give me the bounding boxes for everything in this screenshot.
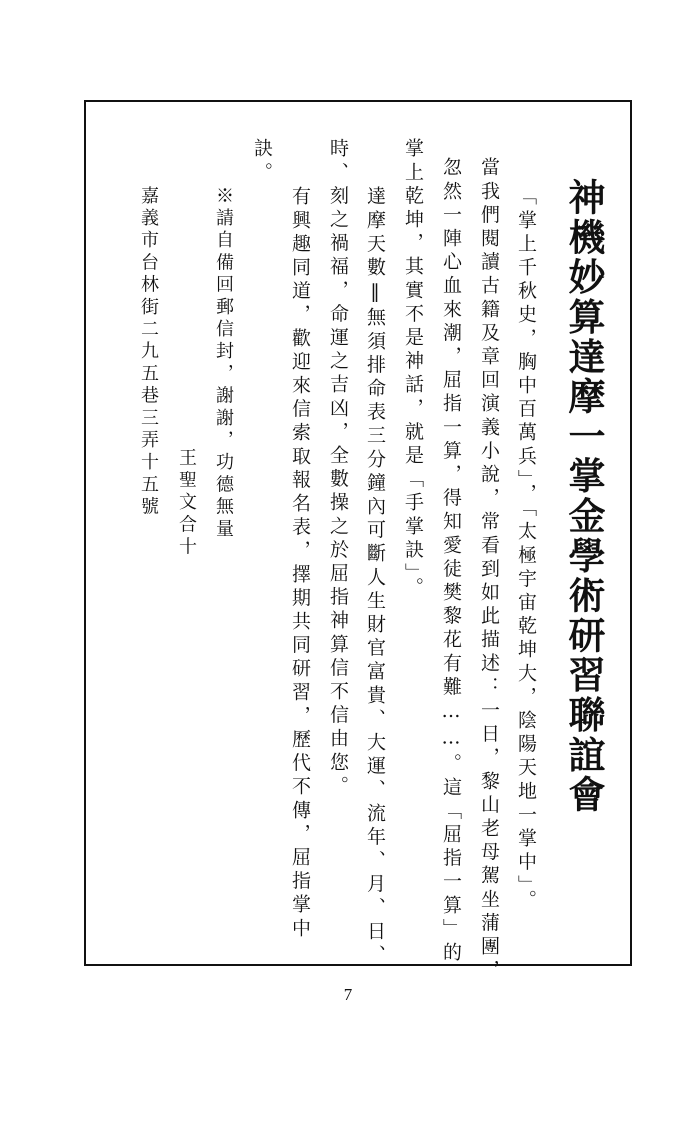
body-column-6: 時、刻之禍福，命運之吉凶，全數操之於屈指神算信不信由您。 [327, 138, 349, 799]
address: 嘉義市台林街二九五巷三弄十五號 [138, 186, 159, 519]
note-text: ※請自備回郵信封，謝謝，功德無量 [213, 186, 234, 542]
body-column-2: 當我們閱讀古籍及章回演義小說，常看到如此描述：一日，黎山老母駕坐蒲團， [478, 157, 500, 983]
body-column-5: 達摩天數‖無須排命表三分鐘內可斷人生財官富貴、大運、流年、月、日、 [364, 186, 386, 968]
body-column-3: 忽然一陣心血來潮，屈指一算，得知愛徒樊黎花有難……。這「屈指一算」的 [440, 157, 462, 966]
body-column-1: 「掌上千秋史，胸中百萬兵」，「太極宇宙乾坤大，陰陽天地一掌中」。 [515, 186, 537, 913]
page-border [84, 100, 632, 966]
page-number: 7 [343, 985, 353, 1004]
signature: 王聖文合十 [176, 448, 197, 559]
body-column-8: 訣。 [251, 138, 273, 186]
page-title: 神機妙算達摩一掌金學術研習聯誼會 [562, 178, 605, 815]
body-column-7: 有興趣同道，歡迎來信索取報名表，擇期共同研習，歷代不傳，屈指掌中 [289, 186, 311, 942]
body-column-4: 掌上乾坤，其實不是神話，就是「手掌訣」。 [402, 138, 424, 601]
